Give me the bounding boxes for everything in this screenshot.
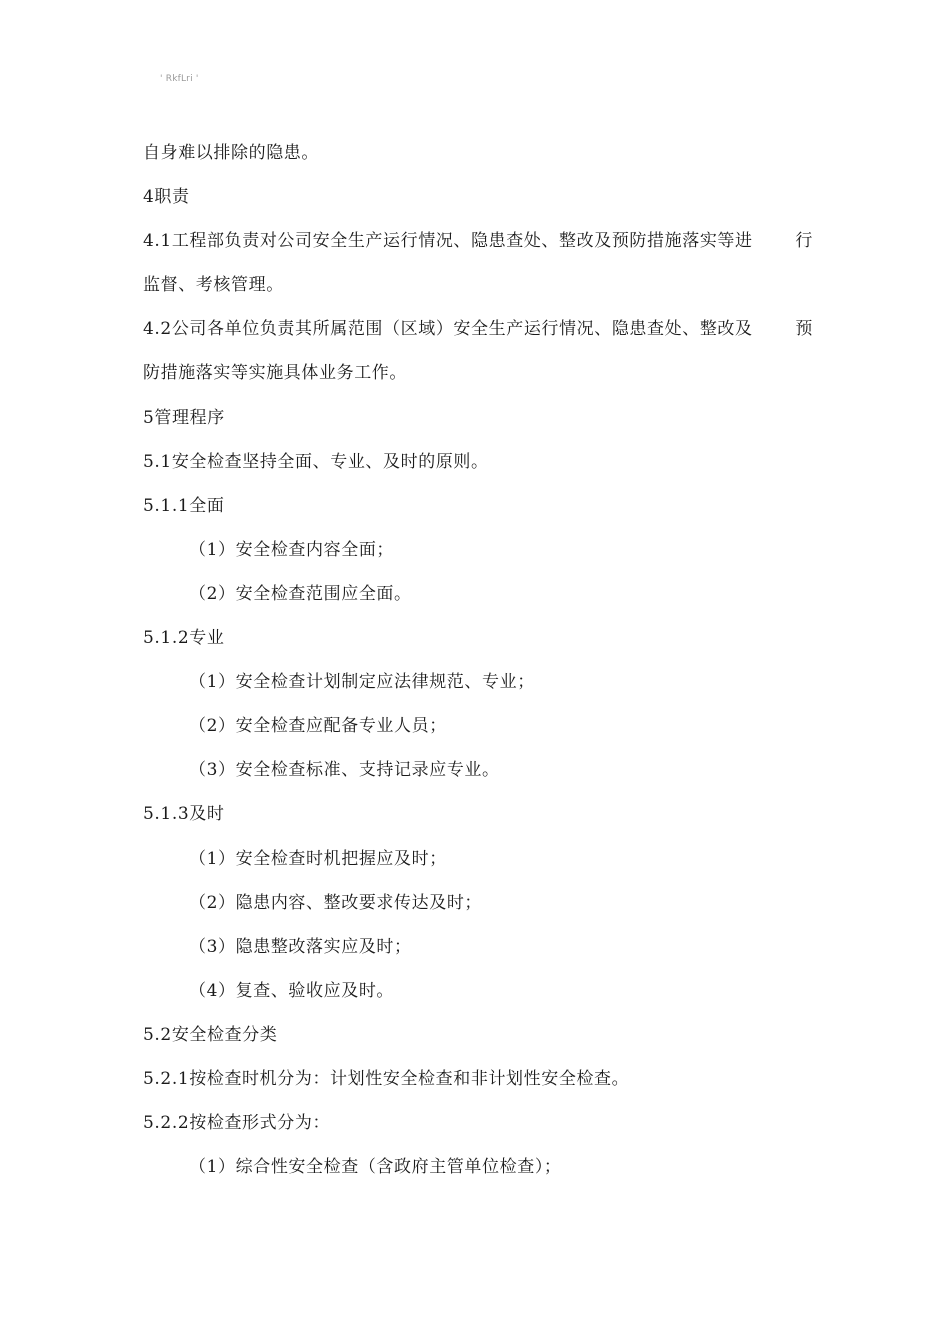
header-mark: ' RkfLri ' — [160, 74, 199, 84]
list-item: （3）安全检查标准、支持记录应专业。 — [189, 760, 500, 781]
text-line: 5.2.1按检查时机分为：计划性安全检查和非计划性安全检查。 — [143, 1068, 630, 1089]
list-item: （1）安全检查内容全面； — [189, 539, 395, 560]
text-segment: 行 — [795, 231, 813, 252]
text-line: 自身难以排除的隐患。 — [143, 143, 319, 163]
text-line: 5.2.2按检查形式分为： — [143, 1113, 331, 1134]
list-item: （2）安全检查范围应全面。 — [189, 583, 412, 604]
subsection-heading: 5.1.2专业 — [143, 628, 225, 649]
text-line: 5.1安全检查坚持全面、专业、及时的原则。 — [143, 451, 489, 472]
list-item: （1）安全检查时机把握应及时； — [189, 848, 447, 869]
list-item: （1）综合性安全检查（含政府主管单位检查）； — [189, 1157, 562, 1178]
subsection-heading: 5.1.3及时 — [143, 804, 225, 825]
document-body — [143, 134, 813, 1192]
text-segment: 4.1工程部负责对公司安全生产运行情况、隐患查处、整改及预防措施落实等进 — [143, 231, 753, 252]
list-item: （3）隐患整改落实应及时； — [189, 936, 412, 957]
list-item: （2）隐患内容、整改要求传达及时； — [189, 892, 483, 913]
text-segment: 4.2公司各单位负责其所属范围（区域）安全生产运行情况、隐患查处、整改及 — [143, 319, 753, 340]
list-item: （1）安全检查计划制定应法律规范、专业； — [189, 672, 535, 693]
section-heading: 5管理程序 — [143, 407, 225, 428]
text-line — [143, 222, 813, 266]
text-line: 防措施落实等实施具体业务工作。 — [143, 363, 407, 384]
text-line: 监督、考核管理。 — [143, 275, 284, 296]
list-item: （2）安全检查应配备专业人员； — [189, 716, 447, 737]
section-heading: 5.2安全检查分类 — [143, 1024, 278, 1045]
text-line — [143, 310, 813, 354]
section-heading: 4职责 — [143, 187, 190, 208]
text-segment: 预 — [795, 319, 813, 340]
subsection-heading: 5.1.1全面 — [143, 495, 225, 516]
list-item: （4）复查、验收应及时。 — [189, 980, 395, 1001]
